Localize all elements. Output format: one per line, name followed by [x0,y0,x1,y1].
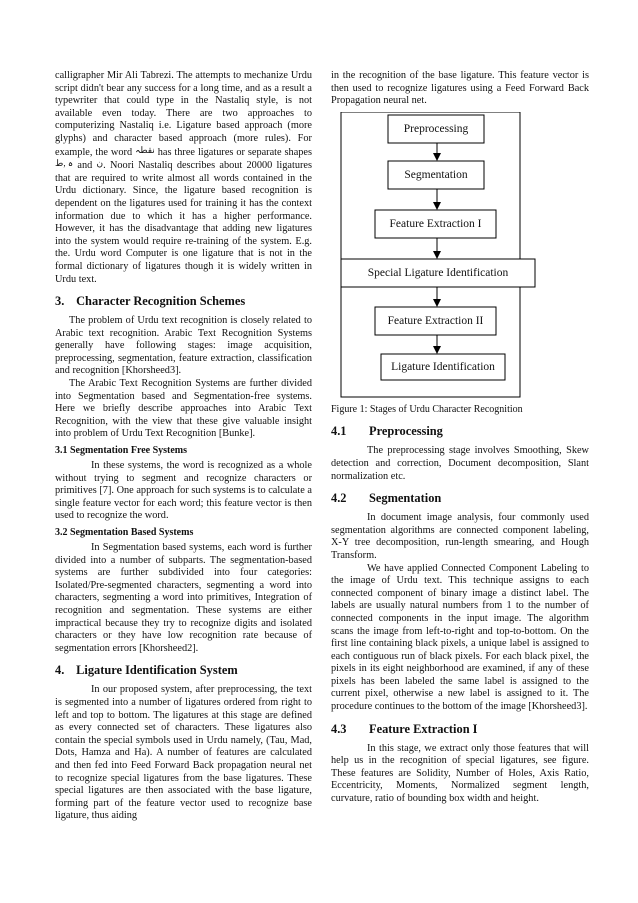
section-3-heading [55,294,312,309]
flowchart-diagram [331,112,589,400]
section-4-1-title: Preprocessing [369,424,443,439]
urdu-shape-glyph: ن [96,158,104,169]
figure-caption: Figure 1: Stages of Urdu Character Recognition [331,403,523,415]
right-column [331,70,589,806]
left-column [55,70,312,823]
section-3-title: Character Recognition Schemes [76,294,246,309]
urdu-shape-glyphs: ہ ,ط [55,158,74,169]
urdu-word-glyph: نقطہ [135,144,155,155]
section-3-paragraph-1: The problem of Urdu text recognition is closely related to Arabic text recognition. Arabic Text Recognition Systems generally have following stages: image acquisition, preprocessing, segmentation, feature extraction, classification and recognition [Khorsheed3]. [55,315,312,377]
section-4-number: 4. [55,663,65,678]
section-4-2-number: 4.2 [331,491,347,506]
section-3-1-heading: 3.1 Segmentation Free Systems [55,445,188,457]
section-4-2-paragraph-2: We have applied Connected Component Labeling to the image of Urdu text. This technique assigns to each connected component of binary image a distinct label. The labels are usually natural numbers from 1 to the number of connected components in the input image. The algorithm scans the image from left-to-right and top-to-bottom. On the first line containing black pixels, a unique label is assigned to each contiguous run of black pixels. For each black pixel, the pixels in its eight neighborhood are examined, if any of these pixels has been labeled the same label is assigned to the current pixel, otherwise a new label is assigned to it. The procedure continues to the bottom of the image [Khorsheed3]. [331,562,589,713]
label-ligature-identification: Ligature Identification [391,360,495,373]
intro-text-3: . Noori Nastaliq describes about 20000 ligatures that are required to write almost all words contained in the Urdu dictionary. Since, the ligature based recognition is dependent on the ligatures used for training it has the context information due to which it has a higher performance. However, it has the disadvantage that adding new ligatures into the system would require re-training of the system. E.g. the. Urdu word Computer is one ligature that is not in the formal dictionary of ligatures though it is widely written in Urdu text. [55,160,312,285]
section-3-2-heading: 3.2 Segmentation Based Systems [55,527,194,538]
intro-text-2: has three ligatures or separate shapes [157,146,313,158]
section-4-2-title: Segmentation [369,491,442,506]
section-4-3-heading [331,722,589,737]
section-4-2-heading [331,491,589,506]
section-3-1-paragraph: In these systems, the word is recognized as a whole without trying to segment and recognize characters or primitives [7]. One approach for such systems is to calculate a single feature vector for each word; this feature vector is then used to recognize the word. [55,460,312,522]
label-feature-extraction-2: Feature Extraction II [387,314,484,327]
intro-paragraph [55,70,312,286]
section-4-1-heading [331,424,589,439]
section-4-2-paragraph-1: In document image analysis, four commonly used segmentation algorithms are connected component labeling, X-Y tree decomposition, run-length smearing, and Hough Transform. [331,512,589,561]
label-preprocessing: Preprocessing [403,122,469,135]
section-3-number: 3. [55,294,65,309]
figure-1 [331,112,589,400]
section-3-2-paragraph: In Segmentation based systems, each word is further divided into a number of subparts. The segmentation-based systems are further subdivided into four categories: Isolated/Pre-segmented characters, segmenting a word into characters, segmenting a word into primitives, Integration of recognition and segmentation. These systems are either impractical because they try to recognize digits and isolated characters or they have low recognition rate because of segmentation errors [Khorsheed2]. [55,542,312,654]
continued-paragraph: in the recognition of the base ligature. This feature vector is then used to recognize ligatures using a Feed Forward Back Propagation neural net. [331,70,589,107]
section-4-1-number: 4.1 [331,424,347,439]
section-4-3-title: Feature Extraction I [369,721,478,736]
section-4-3-number: 4.3 [331,721,347,736]
label-special-ligature: Special Ligature Identification [367,266,509,279]
section-4-title: Ligature Identification System [76,663,238,678]
section-4-1-paragraph: The preprocessing stage involves Smoothing, Skew detection and correction, Document decomposition, Slant normalization etc. [331,445,589,482]
section-4-3-paragraph: In this stage, we extract only those features that will help us in the recognition of special ligatures, see figure. These features are Solidity, Number of Holes, Axis Ratio, Eccentricity, Moments, Normalized segment length, curvature, ratio of bounding box width and height. [331,742,589,805]
section-3-paragraph-2: The Arabic Text Recognition Systems are further divided into Segmentation based and Segmentation-free systems. Here we briefly describe approaches into Arabic Text Recognition, with the view that these give valuable insight into problem of Urdu Text Recognition [Bunke]. [55,378,312,440]
label-feature-extraction-1: Feature Extraction I [389,217,482,230]
intro-text: calligrapher Mir Ali Tabrezi. The attempts to mechanize Urdu script didn't bear any success for a long time, and as a result a typewriter that could type in the Nastaliq style, is not available even today. There are two approaches to computerizing Nastaliq i.e. Ligature based approach (more glyphs) and character based approach (more rules). For example, the word [55,70,312,158]
intro-and: and [77,160,93,172]
section-4-paragraph: In our proposed system, after preprocessing, the text is segmented into a number of ligatures ordered from right to left and top to bottom. The ligatures at this stage are defined as every connected set of characters. These ligatures also contain the special symbols used in Urdu namely, (Tau, Mad, Dots, Hamza and Ha). A number of features are calculated and then fed into Feed Forward Back propagation neural net to recognize special ligatures from the base ligatures. These special ligatures are then associated with the base ligature, forming part of the feature vector used to recognize base ligature, thus aiding [55,684,312,822]
label-segmentation: Segmentation [404,168,468,181]
section-4-heading [55,663,312,678]
